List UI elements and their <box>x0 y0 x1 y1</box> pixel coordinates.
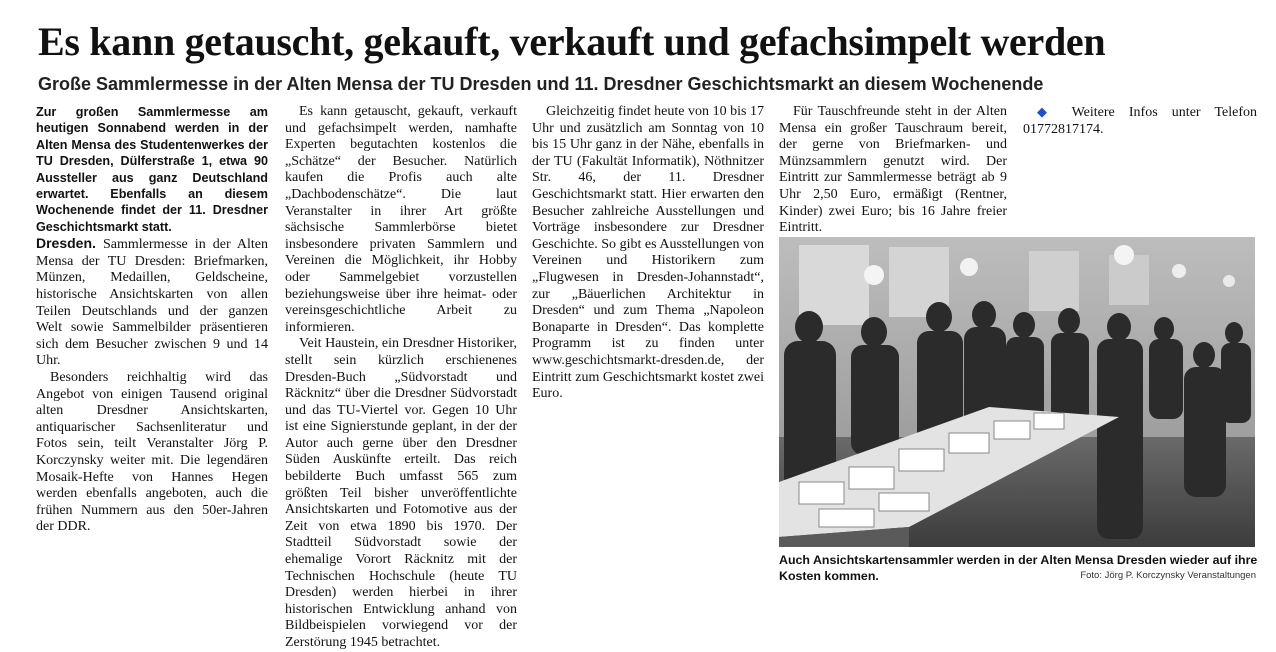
article-paragraph-5: Gleichzeitig findet heute von 10 bis 17 Uhr und zusätzlich am Sonntag von 10 bis 15 Uhr ganz in der Nähe, ebenfalls in der TU (Fakultät Informatik), Nöthnitzer Str. 46, der 11. Dresdner Geschichtsmarkt statt. Hier erwarten den Besucher zahlreiche Ausstellungen und Vorträge insbesondere zur Dresdner Geschichte. So gibt es Ausstellungen von Vereinen und Historikern zum „Flugwesen in Dresden-Johannstadt“, zur „Bäuerlichen Architektur in Dresden“ und zum Thema „Napoleon Bonaparte in Dresden“. Das komplette Programm ist zu finden unter www.geschichtsmarkt-dresden.de, der Eintritt zum Geschichtsmarkt kostet zwei Euro. <box>532 104 764 402</box>
info-text: Weitere Infos unter Telefon 01772817174. <box>1023 105 1258 137</box>
subheadline: Große Sammlermesse in der Alten Mensa der TU Dresden und 11. Dresdner Geschichtsmarkt an diesem Wochenende <box>38 74 1044 94</box>
info-line <box>1023 104 1257 138</box>
fair-photo-illustration <box>779 237 1255 547</box>
article-lead: Zur großen Sammlermesse am heutigen Sonnabend werden in der Alten Mensa des Studentenwerkes der TU Dresden, Dülferstraße 1, etwa 90 Aussteller aus ganz Deutschland erwartet. Ebenfalls an diesem Wochenende findet der 11. Dresdner Geschichtsmarkt statt. <box>36 105 268 234</box>
article-paragraph-2: Besonders reichhaltig wird das Angebot von einigen Tausend original alten Dresdner Ansichtskarten, antiquarischer Sachsenliteratur und Fotos sein, teilt Veranstalter Jörg P. Korczynsky weiter mit. Die legendären Mosaik-Hefte von Hannes Hegen werden ebenfalls angeboten, auch die frühen Nummern aus den 50er-Jahren der DDR. <box>36 370 268 535</box>
fair-photo <box>779 237 1255 547</box>
headline: Es kann getauscht, gekauft, verkauft und gefachsimpelt werden <box>38 19 1106 64</box>
article-paragraph-3: Es kann getauscht, gekauft, verkauft und gefachsimpelt werden, namhafte Experten begutachten kostenlos die „Schätze“ der Besucher. Natürlich kaufen die Profis auch alte „Dachbodenschätze“. Die laut Veranstalter in ihrer Art größte sächsische Sammlerbörse bietet insbesondere privaten Sammlern und Vereinen die Möglichkeit, ihr Hobby oder Sammelgebiet vorzustellen beziehungsweise über ihre heimat- oder vereinsgeschichtliche Arbeit zu informieren. <box>285 104 517 335</box>
article-paragraph-1 <box>36 235 268 370</box>
article-column-1 <box>36 104 268 536</box>
paragraph-1-text: Sammlermesse in der Alten Mensa der TU Dresden: Briefmarken, Münzen, Medaillen, Geldscheine, historische Ansichtskarten von allen Teilen Deutschlands und der ganzen Welt sowie Sammelbilder präsentieren sich dem Besucher zwischen 9 und 14 Uhr. <box>36 237 269 369</box>
dateline: Dresden. <box>36 235 96 252</box>
photo-caption: Auch Ansichtskartensammler werden in der Alten Mensa Dresden wieder auf ihre Kosten kommen. <box>779 553 1258 583</box>
article-paragraph-6: Für Tauschfreunde steht in der Alten Mensa ein großer Tauschraum bereit, der gerne von Briefmarken- und Münzsammlern genutzt wird. Der Eintritt zur Sammlermesse beträgt ab 9 Uhr 2,50 Euro, ermäßigt (Rentner, Kinder) zwei Euro; bis 16 Jahre freier Eintritt. <box>779 104 1007 236</box>
blue-diamond-icon: ◆ <box>1037 104 1058 119</box>
article-column-2 <box>285 104 517 652</box>
photo-credit: Foto: Jörg P. Korczynsky Veranstaltungen <box>1080 570 1256 581</box>
article-column-4 <box>779 104 1007 237</box>
article-column-3 <box>532 104 764 403</box>
article-paragraph-4: Veit Haustein, ein Dresdner Historiker, stellt sein kürzlich erschienenes Dresden-Buch „Südvorstadt und Räcknitz“ über die Dresdner Südvorstadt und das TU-Viertel vor. Gegen 10 Uhr ist eine Signierstunde geplant, in der der Autor auch gerne über den Dresdner Süden Auskünfte erteilt. Das reich bebilderte Buch umfasst 565 zum größten Teil bisher unveröffentlichte Ansichtskarten und Fotomotive aus der Zeit von etwa 1890 bis 1970. Der Stadtteil Südvorstadt sowie der ehemalige Vorort Räcknitz mit der Technischen Hochschule (heute TU Dresden) werden hierbei in ihrer historischen Entwicklung anhand von Bildbeispielen vorwiegend vor der Zerstörung 1945 betrachtet. <box>285 336 517 650</box>
article-column-5 <box>1023 104 1257 138</box>
